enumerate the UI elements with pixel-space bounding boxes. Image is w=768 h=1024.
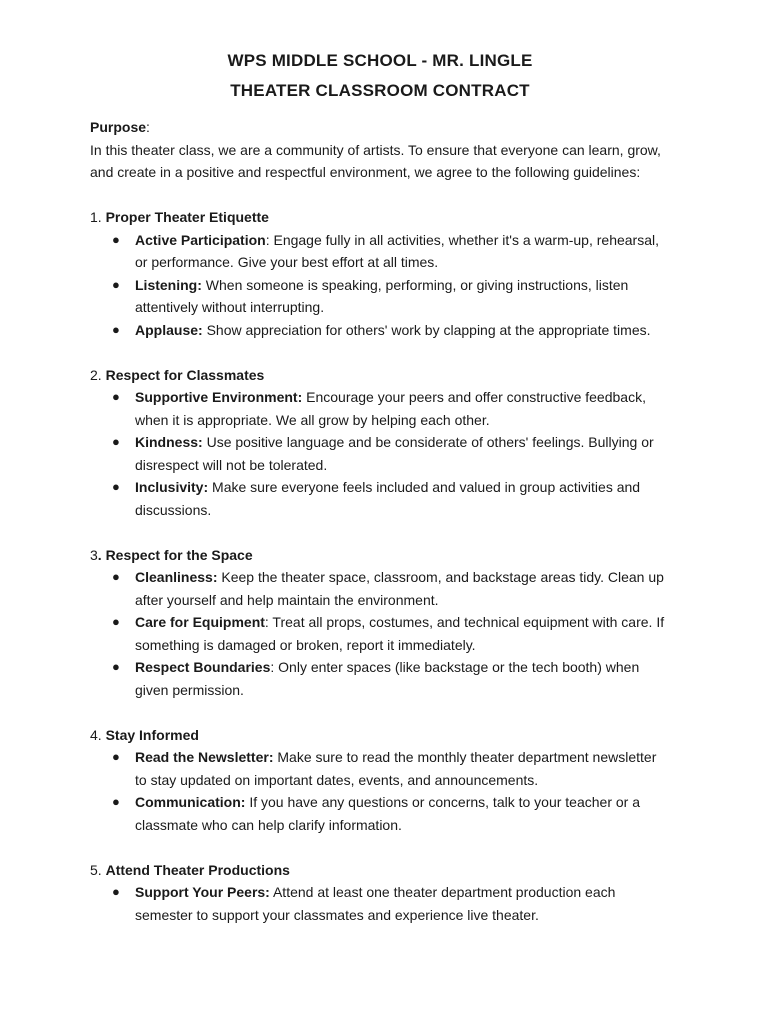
section-respect-classmates	[90, 364, 670, 522]
guideline-text: : Treat all props, costumes, and technical equipment with care. If something is damaged or broken, report it immediately.	[135, 614, 665, 653]
guideline-item	[90, 746, 670, 791]
bullet-icon: ●	[112, 884, 120, 899]
guideline-item	[90, 386, 670, 431]
section-title: Respect for Classmates	[105, 366, 265, 383]
purpose-heading	[90, 116, 670, 139]
page-title-school: WPS MIDDLE SCHOOL - MR. LINGLE	[227, 51, 533, 70]
section-number: 2.	[90, 366, 106, 383]
bullet-icon: ●	[112, 479, 120, 494]
guideline-term: Respect Boundaries	[135, 659, 271, 675]
guideline-item	[90, 791, 670, 836]
guideline-text: Encourage your peers and offer constructive feedback, when it is appropriate. We all grow by helping each other.	[135, 389, 646, 428]
section-title: Attend Theater Productions	[105, 861, 290, 878]
section-heading	[90, 206, 670, 229]
guideline-list	[90, 229, 670, 342]
section-heading	[90, 859, 670, 882]
bullet-icon: ●	[112, 231, 120, 247]
guideline-term: Listening:	[135, 276, 202, 293]
section-heading	[90, 544, 670, 567]
guideline-item	[90, 611, 670, 656]
guideline-term: Care for Equipment	[135, 614, 265, 630]
section-title: Proper Theater Etiquette	[105, 209, 269, 225]
guideline-item	[90, 431, 670, 476]
guideline-text: Show appreciation for others' work by clapping at the appropriate times.	[202, 321, 651, 338]
section-etiquette	[90, 206, 670, 341]
section-number: 1.	[90, 209, 106, 225]
section-heading	[90, 724, 670, 747]
section-number: 4.	[90, 726, 106, 743]
guideline-text: Attend at least one theater department production each semester to support your classmates and experience live theater.	[135, 884, 616, 923]
guideline-term: Read the Newsletter:	[135, 749, 274, 765]
bullet-icon: ●	[112, 321, 120, 337]
guideline-text: When someone is speaking, performing, or giving instructions, listen attentively without interrupting.	[135, 276, 629, 315]
guideline-text: Make sure everyone feels included and valued in group activities and discussions.	[135, 479, 641, 518]
guideline-item	[90, 656, 670, 701]
guideline-term: Inclusivity:	[135, 479, 209, 495]
section-heading	[90, 364, 670, 387]
guideline-text: If you have any questions or concerns, talk to your teacher or a classmate who can help clarify information.	[135, 794, 641, 833]
purpose-text: In this theater class, we are a community of artists. To ensure that everyone can learn, grow, and create in a positive and respectful environment, we agree to the following guidelines:	[90, 141, 661, 180]
guideline-text: : Only enter spaces (like backstage or the tech booth) when given permission.	[135, 659, 640, 698]
section-respect-space	[90, 544, 670, 702]
guideline-text: : Engage fully in all activities, whether it's a warm-up, rehearsal, or performance. Give your best effort at all times.	[135, 231, 659, 270]
guideline-item	[90, 274, 670, 319]
guideline-item	[90, 229, 670, 274]
section-title: Stay Informed	[105, 726, 199, 743]
guideline-term: Kindness:	[135, 434, 203, 450]
guideline-term: Active Participation	[135, 231, 266, 248]
guideline-list	[90, 881, 670, 926]
purpose-label: Purpose	[90, 119, 147, 135]
guideline-list	[90, 386, 670, 521]
guideline-item	[90, 566, 670, 611]
section-number: 5.	[90, 861, 106, 878]
guideline-term: Applause:	[135, 321, 203, 338]
page-title-contract: THEATER CLASSROOM CONTRACT	[230, 81, 530, 100]
bullet-icon: ●	[112, 276, 120, 292]
section-attend-productions	[90, 859, 670, 927]
guideline-item	[90, 881, 670, 926]
guideline-list	[90, 566, 670, 701]
guideline-term: Cleanliness:	[135, 569, 218, 585]
guideline-text: Use positive language and be considerate of others' feelings. Bullying or disrespect will not be tolerated.	[135, 434, 654, 473]
guideline-term: Support Your Peers:	[135, 884, 270, 900]
guideline-item	[90, 476, 670, 521]
bullet-icon: ●	[112, 794, 120, 809]
section-number: 3	[90, 546, 98, 563]
bullet-icon: ●	[112, 749, 120, 764]
section-title: . Respect for the Space	[97, 546, 253, 563]
guideline-item	[90, 319, 670, 342]
bullet-icon: ●	[112, 569, 120, 584]
section-stay-informed	[90, 724, 670, 837]
bullet-icon: ●	[112, 389, 120, 404]
guideline-text: Make sure to read the monthly theater department newsletter to stay updated on important dates, events, and announcements.	[135, 749, 657, 788]
bullet-icon: ●	[112, 659, 120, 674]
bullet-icon: ●	[112, 434, 120, 449]
bullet-icon: ●	[112, 614, 120, 629]
purpose-colon: :	[146, 119, 150, 135]
guideline-term: Supportive Environment:	[135, 389, 303, 405]
guideline-list	[90, 746, 670, 836]
guideline-term: Communication:	[135, 794, 246, 810]
guideline-text: Keep the theater space, classroom, and backstage areas tidy. Clean up after yourself and help maintain the environment.	[135, 569, 664, 608]
